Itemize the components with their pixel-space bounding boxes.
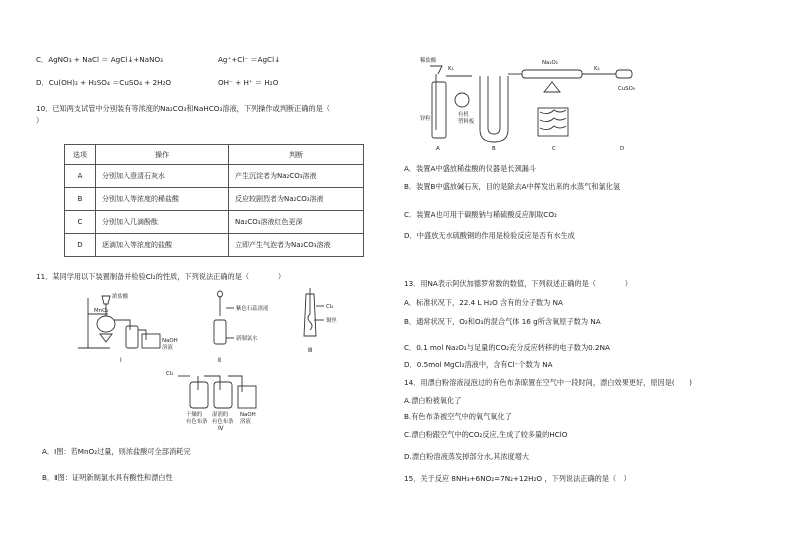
- q11-option-b: B．Ⅱ图：证明新制氯水具有酸性和漂白性: [42, 473, 173, 482]
- q12-option-a: A．装置A中盛放稀盐酸的仪器是长颈漏斗: [404, 164, 537, 173]
- q12-option-d: D．中盛放无水硫酸铜的作用是检验反应是否有水生成: [404, 231, 575, 240]
- label-soln-iv: 溶液: [240, 419, 251, 425]
- table-cell: C: [65, 211, 96, 234]
- fig-label-iii: Ⅲ: [308, 347, 313, 354]
- question-10-paren: ）: [36, 116, 44, 125]
- label-mno2: MnO₂: [94, 308, 109, 314]
- label-k2: K₂: [594, 66, 600, 72]
- fig-label-iv: Ⅳ: [218, 425, 224, 431]
- table-cell: 产生沉淀者为Na₂CO₃溶液: [229, 165, 364, 188]
- question-11: 11．某同学用以下装置制备并检验Cl₂的性质，下列说法正确的是（ ）: [36, 272, 286, 281]
- label-naoh-iv: NaOH: [240, 412, 256, 418]
- table-cell: 逐滴加入等浓度的盐酸: [96, 234, 229, 257]
- label-litmus: 紫色石蕊溶液: [236, 306, 269, 312]
- label-glass: 塑料板: [458, 119, 475, 125]
- fig-label-ii: Ⅱ: [218, 357, 221, 364]
- label-dry-1: 干燥的: [186, 412, 203, 418]
- label-cuso4: CuSO₄: [618, 86, 636, 92]
- label-dilute-acid: 稀盐酸: [420, 58, 437, 64]
- label-na2o2: Na₂O₂: [542, 60, 558, 66]
- table-header: 操作: [96, 145, 229, 165]
- table-cell: Na₂CO₃溶液红色更深: [229, 211, 364, 234]
- fig-label-a: A: [436, 146, 440, 152]
- label-zinc: 锌粒: [420, 116, 431, 122]
- q13-option-c: C．0.1 mol Na₂O₂与足量的CO₂充分反应转移的电子数为0.2NA: [404, 343, 610, 352]
- table-cell: 分别加入几滴酚酞: [96, 211, 229, 234]
- label-naoh: NaOH: [162, 338, 178, 344]
- option-d-ion: OH⁻ + H⁺ ＝ H₂O: [218, 78, 279, 87]
- label-cl2-inlet: Cl₂: [166, 371, 174, 377]
- fig-label-i: Ⅰ: [120, 357, 122, 364]
- q13-option-a: A．标准状况下，22.4 L H₂O 含有的分子数为 NA: [404, 298, 563, 307]
- question-13: 13．用NA表示阿伏加德罗常数的数值，下列叙述正确的是（ ）: [404, 279, 632, 288]
- table-cell: A: [65, 165, 96, 188]
- q13-option-b: B．通常状况下，O₂和O₃的混合气体 16 g所含氧原子数为 NA: [404, 317, 601, 326]
- label-soln: 溶液: [162, 345, 173, 351]
- q14-option-d: D.漂白粉溶液蒸发掉部分水,其浓度增大: [404, 452, 530, 461]
- apparatus-abcd: [418, 52, 658, 152]
- table-header: 选项: [65, 145, 96, 165]
- option-d: D．Cu(OH)₂ + H₂SO₄ ＝CuSO₄ + 2H₂O: [36, 78, 172, 87]
- fig-label-c: C: [552, 146, 556, 152]
- question-14: 14．用漂白粉溶液浸泡过的有色布条晾置在空气中一段时间，漂白效果更好，原因是( ): [404, 378, 692, 387]
- option-c-ion: Ag⁺+Cl⁻ ＝AgCl↓: [218, 55, 281, 64]
- table-cell: 立即产生气泡者为Na₂CO₃溶液: [229, 234, 364, 257]
- table-row: [65, 165, 364, 188]
- table-header-row: [65, 145, 364, 165]
- label-k1: K₁: [448, 66, 454, 72]
- label-conc-hcl: 浓盐酸: [112, 294, 129, 300]
- fig-label-d: D: [620, 146, 625, 152]
- q14-option-c: C.漂白粉跟空气中的CO₂反应,生成了较多量的HClO: [404, 430, 568, 439]
- apparatus-figures: [70, 286, 360, 431]
- table-row: [65, 211, 364, 234]
- label-cl2: Cl₂: [326, 304, 334, 310]
- label-chlorine-water: 新制氯水: [236, 336, 258, 342]
- question-10: 10．已知两支试管中分别装有等浓度的Na₂CO₃和NaHCO₃溶液，下列操作或判断正确的是（: [36, 104, 331, 113]
- table-cell: 分别加入澄清石灰水: [96, 165, 229, 188]
- table-cell: 分别加入等浓度的稀盐酸: [96, 188, 229, 211]
- label-wet-1: 湿润的: [212, 412, 229, 418]
- q14-option-b: B.有色布条被空气中的氧气氧化了: [404, 412, 512, 421]
- label-wet-2: 有色布条: [212, 419, 234, 425]
- label-copper-wire: 铜丝: [326, 318, 337, 324]
- q13-option-d: D．0.5mol MgCl₂溶液中，含有Cl⁻个数为 NA: [404, 360, 553, 369]
- label-organic: 有机: [458, 112, 469, 118]
- fig-label-b: B: [492, 146, 496, 152]
- table-cell: B: [65, 188, 96, 211]
- table-row: [65, 188, 364, 211]
- options-table: [64, 144, 364, 257]
- table-cell: D: [65, 234, 96, 257]
- table-header: 判断: [229, 145, 364, 165]
- q14-option-a: A.漂白粉被氧化了: [404, 396, 462, 405]
- table-cell: 反应较剧烈者为Na₂CO₃溶液: [229, 188, 364, 211]
- question-15: 15．关于反应 8NH₃+6NO₂=7N₂+12H₂O ，下列说法正确的是（ ）: [404, 474, 631, 483]
- table-row: [65, 234, 364, 257]
- label-dry-2: 有色布条: [186, 419, 208, 425]
- q12-option-c: C．装置A也可用于碳酸钠与稀硫酸反应制取CO₂: [404, 210, 557, 219]
- option-c: C．AgNO₃ + NaCl ＝ AgCl↓+NaNO₃: [36, 55, 163, 64]
- q12-option-b: B．装置B中盛放碱石灰，目的是除去A中挥发出来的水蒸气和氯化氢: [404, 182, 621, 191]
- q11-option-a: A．Ⅰ图：若MnO₂过量，则浓盐酸可全部消耗完: [42, 447, 191, 456]
